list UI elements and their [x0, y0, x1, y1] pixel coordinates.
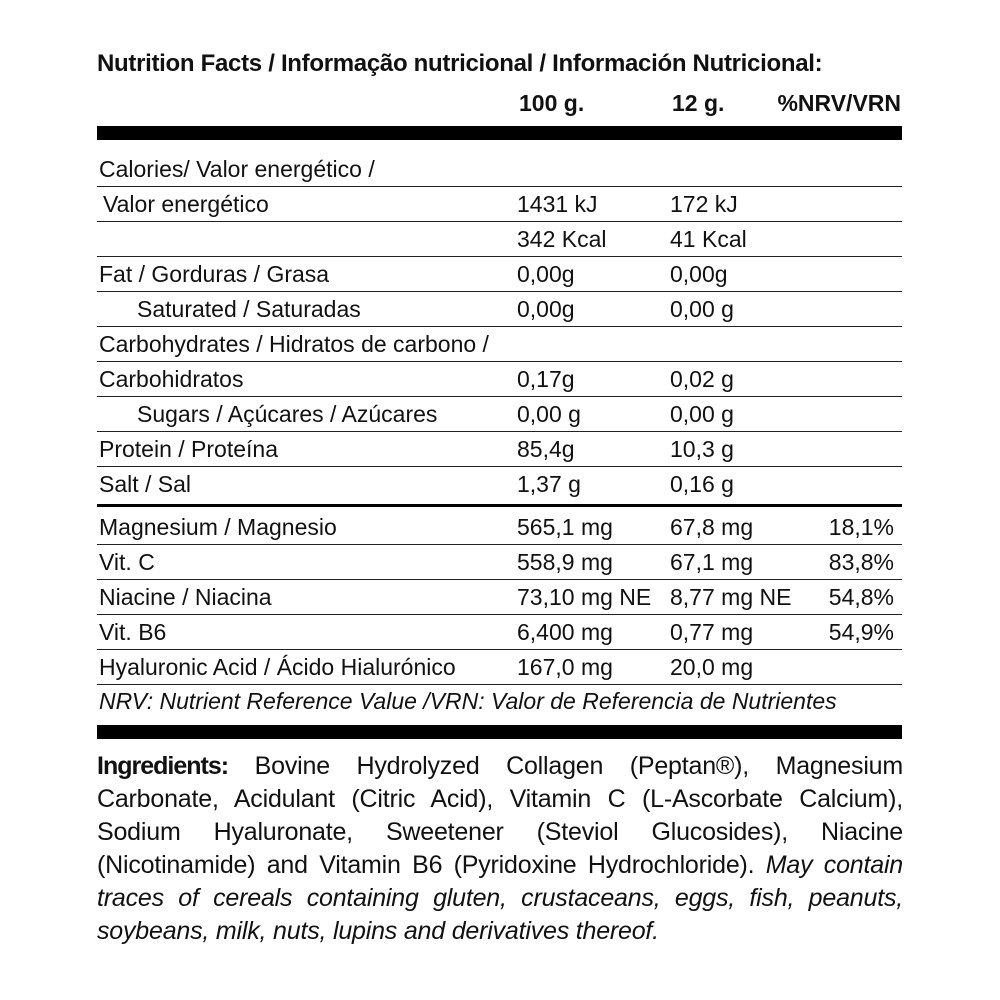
value-nrv: 54,9%	[828, 619, 894, 645]
table-row	[97, 292, 902, 327]
row-label: Valor energético	[103, 191, 269, 217]
value-12g: 0,00 g	[670, 401, 734, 427]
value-100g: 6,400 mg	[517, 619, 613, 645]
value-12g: 8,77 mg NE	[670, 584, 792, 610]
value-100g: 1431 kJ	[517, 191, 598, 217]
table-row	[97, 222, 902, 257]
table-row	[97, 432, 902, 467]
value-nrv: 54,8%	[828, 584, 894, 610]
value-12g: 0,00 g	[670, 296, 734, 322]
value-12g: 0,16 g	[670, 471, 734, 497]
value-12g: 0,00g	[670, 261, 728, 287]
nutrition-title: Nutrition Facts / Informação nutricional / Información Nutricional:	[97, 50, 823, 77]
table-row	[97, 650, 902, 685]
table-row	[97, 467, 902, 502]
ingredients-text: Bovine Hydrolyzed Collagen (Peptan®), Magnesium Carbonate, Acidulant (Citric Acid), Vitamin C (L-Ascorbate Calcium), Sodium Hyaluronate, Sweetener (Steviol Glucosides), Niacine (Nicotinamide) and Vitamin B6 (Pyridoxine Hydrochloride).	[97, 752, 903, 879]
ingredients-paragraph	[97, 750, 903, 948]
row-label: Calories/ Valor energético /	[99, 156, 375, 182]
row-label: Magnesium / Magnesio	[99, 514, 337, 540]
column-header-100g: 100 g.	[519, 90, 585, 116]
value-12g: 67,1 mg	[670, 549, 754, 575]
table-row	[97, 397, 902, 432]
row-label: Carbohydrates / Hidratos de carbono /	[99, 331, 489, 357]
value-100g: 0,17g	[517, 366, 575, 392]
table-row	[97, 510, 902, 545]
value-12g: 172 kJ	[670, 191, 738, 217]
nrv-footnote: NRV: Nutrient Reference Value /VRN: Valor de Referencia de Nutrientes	[99, 688, 837, 714]
row-label: Fat / Gorduras / Grasa	[99, 261, 330, 287]
top-thick-rule	[97, 126, 902, 140]
value-100g: 0,00 g	[517, 401, 581, 427]
ingredients-heading: Ingredients:	[97, 752, 229, 780]
column-header-nrv: %NRV/VRN	[777, 90, 901, 116]
value-nrv: 18,1%	[828, 514, 894, 540]
table-row	[97, 362, 902, 397]
table-row	[97, 545, 902, 580]
value-12g: 20,0 mg	[670, 654, 754, 680]
column-header-12g: 12 g.	[672, 90, 725, 116]
row-label: Salt / Sal	[99, 471, 192, 497]
row-label: Protein / Proteína	[99, 436, 278, 462]
table-row	[97, 580, 902, 615]
value-100g: 565,1 mg	[517, 514, 613, 540]
table-row	[97, 615, 902, 650]
value-12g: 67,8 mg	[670, 514, 754, 540]
table-row	[97, 327, 902, 362]
value-12g: 0,77 mg	[670, 619, 754, 645]
row-label: Vit. B6	[99, 619, 167, 645]
value-100g: 0,00g	[517, 261, 575, 287]
table-row	[97, 152, 902, 187]
value-12g: 0,02 g	[670, 366, 734, 392]
value-nrv: 83,8%	[828, 549, 894, 575]
value-100g: 0,00g	[517, 296, 575, 322]
allergen-statement: May contain traces of cereals containing gluten, crustaceans, eggs, fish, peanuts, soybeans, milk, nuts, lupins and derivatives thereof.	[97, 851, 904, 945]
value-100g: 85,4g	[517, 436, 575, 462]
table-row	[97, 187, 902, 222]
row-label: Vit. C	[99, 549, 155, 575]
bottom-thick-rule	[97, 725, 902, 739]
row-label: Hyaluronic Acid / Ácido Hialurónico	[99, 654, 456, 680]
value-100g: 558,9 mg	[517, 549, 613, 575]
section-divider-rule	[97, 504, 902, 507]
row-label: Carbohidratos	[99, 366, 244, 392]
row-label: Sugars / Açúcares / Azúcares	[137, 401, 438, 427]
row-label: Niacine / Niacina	[99, 584, 272, 610]
value-100g: 73,10 mg NE	[517, 584, 652, 610]
value-12g: 41 Kcal	[670, 226, 747, 252]
row-label: Saturated / Saturadas	[137, 296, 361, 322]
value-100g: 342 Kcal	[517, 226, 607, 252]
table-row	[97, 257, 902, 292]
value-100g: 1,37 g	[517, 471, 581, 497]
value-12g: 10,3 g	[670, 436, 734, 462]
value-100g: 167,0 mg	[517, 654, 613, 680]
